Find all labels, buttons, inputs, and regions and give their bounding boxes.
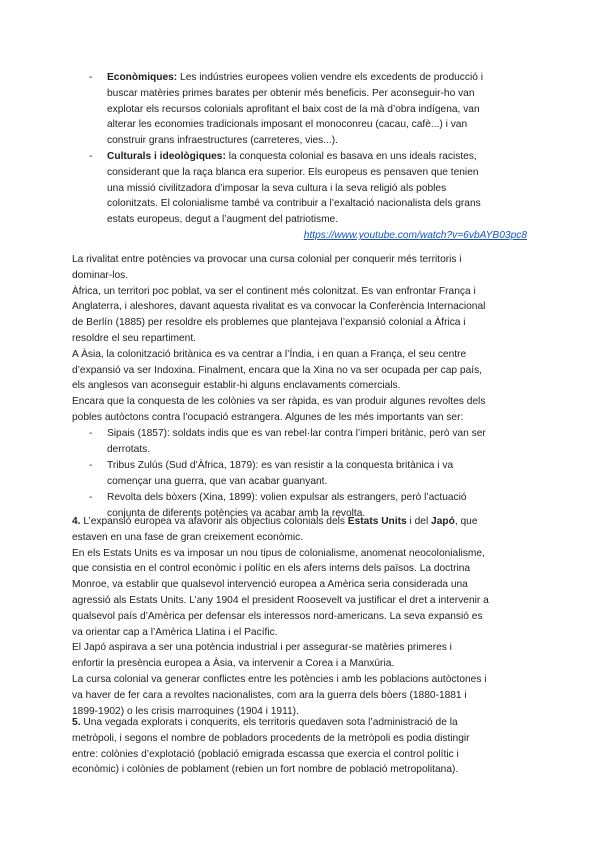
cultural-first-line: la conquesta colonial es basava en uns ideals racistes, [225, 151, 477, 162]
section3-line: de Berlín (1885) per resoldre els problemes que plantejava l’expansió colonial a Àfrica i [72, 317, 466, 329]
section4-japan: Japó [431, 516, 455, 527]
cultural-line: colonitzats. El colonialisme també va contribuir a l’exaltació nacionalista dels grans [107, 198, 481, 210]
section4-line: 1899-1902) o les crisis marroquines (1904 i 1911). [72, 705, 299, 717]
section4-line: va haver de fer cara a revoltes nacionalistes, com ara la guerra dels bòers (1880-1881 i [72, 689, 467, 701]
section3-line: resoldre el seu repartiment. [72, 332, 197, 344]
section5-line: entre: colònies d’explotació (població emigrada escassa que exercia el control polític i [72, 748, 459, 760]
section4-text [72, 514, 489, 719]
section4-number: 4. [72, 516, 81, 527]
section5-line: metròpoli, i segons el nombre de pobladors procedents de la metròpoli es podia distingir [72, 732, 470, 744]
economics-line: alterar les economies tradicionals imposant el monoconreu (cacau, cafè...) i van [107, 119, 468, 131]
cultural-line: estats europeus, degut a l’augment del patriotisme. [107, 214, 339, 226]
section5-number: 5. [72, 717, 81, 728]
economics-label: Econòmiques: [107, 72, 178, 83]
section3-line: La rivalitat entre potències va provocar una cursa colonial per conquerir més territoris i [72, 254, 462, 265]
section4-line: estaven en una fase de gran creixement econòmic. [72, 531, 304, 543]
section4-text-b: i del [406, 516, 432, 527]
economics-line: explotar els recursos colonials aprofitant el baix cost de la mà d’obra indígena, van [107, 103, 480, 115]
section3-line: d’expansió va ser Indoxina. Finalment, encara que la Xina no va ser ocupada per cap país, [72, 364, 483, 376]
section4-line: agressió als Estats Units. L’any 1904 el president Roosevelt va justificar el dret a intervenir a [72, 594, 489, 606]
section4-line: La cursa colonial va generar conflictes entre les potències i amb les poblacions autòctones i [72, 673, 487, 685]
section4-us: Estats Units [347, 516, 407, 527]
section3-line: A Àsia, la colonització britànica es va centrar a l’Índia, i en quan a França, el seu centre [72, 348, 467, 360]
section4-line: En els Estats Units es va imposar un nou tipus de colonialisme, anomenat neocolonialisme, [72, 547, 485, 559]
section4-line: El Japó aspirava a ser una potència industrial i per assegurar-se matèries primeres i [72, 642, 452, 654]
revolt-item [107, 426, 486, 458]
section4-line: qualsevol país d’Amèrica per defensar els interessos nord-americans. La seva expansió es [72, 610, 483, 622]
section5-line: econòmic) i colònies de poblament (rebien un fort nombre de població metropolitana). [72, 764, 459, 776]
youtube-link[interactable]: https://www.youtube.com/watch?v=6vbAYB03pc8 [303, 230, 527, 241]
revolt-line: Sipais (1857): soldats indis que es van rebel·lar contra l’imperi britànic, però van ser [107, 428, 486, 439]
bullet-dash: - [89, 428, 93, 439]
revolt-line: Revolta dels bòxers (Xina, 1899): volien expulsar als estrangers, però l’actuació [107, 492, 467, 503]
section3-text [72, 252, 485, 426]
cultural-line: considerant que la raça blanca era superior. Els europeus es pensaven que tenien [107, 166, 479, 178]
economics-line: buscar matèries primes barates per obtenir més beneficis. Per aconseguir-ho van [107, 87, 475, 99]
section4-line: va orientar cap a l’Amèrica Llatina i el Pacífic. [72, 626, 278, 638]
economics-line: construir grans infraestructures (carreteres, vies...). [107, 135, 338, 147]
section3-line: Anglaterra, i aleshores, davant aquesta rivalitat es va convocar la Conferència Internacional [72, 301, 486, 313]
section4-text-a: L’expansió europea va afavorir als objectius colonials dels [80, 516, 348, 527]
section4-line: enfortir la presència europea a Àsia, va intervenir a Corea i a Manxúria. [72, 658, 395, 670]
section5-text [72, 715, 470, 778]
economics-first-line: Les indústries europees volien vendre els excedents de producció i [177, 72, 484, 83]
section3-line: Àfrica, un territori poc poblat, va ser el continent més colonitzat. Es van enfrontar França i [72, 285, 476, 297]
section4-line: que consistia en el control econòmic i polític en els afers interns dels països. La doctrina [72, 563, 471, 575]
revolt-line: derrotats. [107, 443, 151, 455]
revolt-line: Tribus Zulús (Sud d’Àfrica, 1879): es van resistir a la conquesta britànica i va [107, 460, 454, 471]
bullet-dash: - [89, 72, 93, 83]
revolt-line: començar una guerra, que van acabar guanyant. [107, 475, 328, 487]
revolt-line: conjunta de diferents potències va acabar amb la revolta. [107, 507, 366, 519]
section5-first-line: Una vegada explorats i conquerits, els territoris quedaven sota l’administració de la [80, 717, 458, 728]
economics-item [107, 70, 483, 149]
section4-line: Monroe, va establir que qualsevol intervenció europea a Amèrica seria considerada una [72, 579, 468, 591]
bullet-dash: - [89, 151, 93, 162]
cultural-line: una missió civilitzadora d’imposar la seva cultura i la seva religió als pobles [107, 182, 447, 194]
bullet-dash: - [89, 492, 93, 503]
section3-line: Encara que la conquesta de les colònies va ser ràpida, es van produir algunes revoltes dels [72, 396, 486, 408]
cultural-item [107, 149, 481, 228]
bullet-dash: - [89, 460, 93, 471]
cultural-label: Culturals i ideològiques: [107, 151, 226, 162]
section3-line: pobles autòctons contra l’ocupació estrangera. Algunes de les més importants van ser: [72, 411, 464, 423]
revolt-item [107, 458, 453, 490]
section4-text-c: , que [454, 516, 478, 527]
section3-line: dominar-los. [72, 269, 129, 281]
section3-line: els anglesos van aconseguir establir-hi alguns enclavaments comercials. [72, 380, 401, 392]
